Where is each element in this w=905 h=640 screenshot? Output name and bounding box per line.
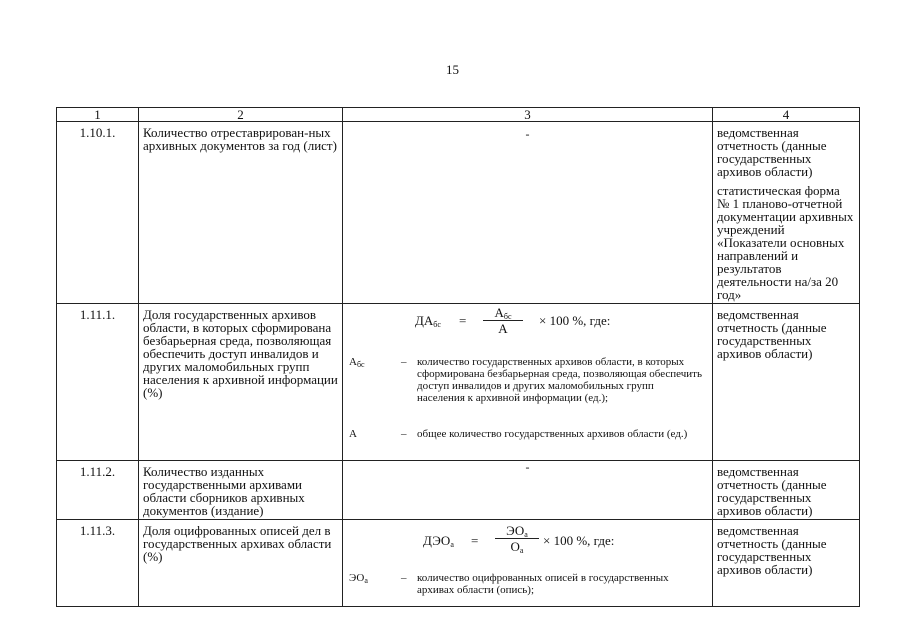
indicators-table <box>56 107 860 607</box>
table-header-row <box>57 108 860 122</box>
formula-eq: = <box>471 533 479 548</box>
indicator-name: Количество изданных государственными архивами области сборников архивных документов (издание) <box>139 461 343 520</box>
formula-eq: = <box>459 313 467 328</box>
formula-dash: - <box>525 460 530 474</box>
table-row <box>57 122 860 304</box>
indicator-source <box>713 122 860 304</box>
formula-legend <box>343 572 712 596</box>
legend-item: $ЭО_а$ – количество оцифрованных описей в государственных архивах области (опись); <box>349 572 669 596</box>
formula-right: × 100 %, где: <box>543 533 615 548</box>
formula-dash: - <box>525 127 530 141</box>
formula-fraction: $ЭО_а$ $О_а$ <box>495 524 539 553</box>
formula-fraction: $А_{бс}$ А <box>483 306 523 335</box>
source-text: ведомственная отчетность (данные государственных архивов области) <box>717 125 827 179</box>
indicator-id: 1.11.1. <box>57 304 139 461</box>
header-col-2: 2 <box>139 108 343 122</box>
indicator-id: 1.11.2. <box>57 461 139 520</box>
indicator-id: 1.11.3. <box>57 520 139 607</box>
header-col-4: 4 <box>713 108 860 122</box>
legend-item: $А_{бс}$ – количество государственных архивов области, в которых сформирована безбарьерная среда, позволяющая обеспечить доступ инвалидов и других маломобильных групп населения к архивной информации (ед.); <box>349 356 703 404</box>
formula <box>343 520 712 572</box>
header-col-1: 1 <box>57 108 139 122</box>
formula-left: $ДА_{бс}$ <box>415 313 441 329</box>
indicator-formula <box>343 122 713 304</box>
table-row <box>57 520 860 607</box>
indicator-source: ведомственная отчетность (данные государственных архивов области) <box>713 461 860 520</box>
formula-left: $ДЭО_а$ <box>423 533 454 549</box>
page-number: 15 <box>446 62 459 77</box>
formula-right: × 100 %, где: <box>539 313 611 328</box>
indicator-formula <box>343 304 713 461</box>
indicator-name: Доля государственных архивов области, в которых сформирована безбарьерная среда, позволяющая обеспечить доступ инвалидов и других маломобильных групп населения к архивной информации (%) <box>139 304 343 461</box>
indicator-source: ведомственная отчетность (данные государственных архивов области) <box>713 520 860 607</box>
indicator-name: Доля оцифрованных описей дел в государственных архивах области (%) <box>139 520 343 607</box>
formula <box>343 304 712 356</box>
table-row <box>57 304 860 461</box>
indicator-id: 1.10.1. <box>57 122 139 304</box>
formula-legend <box>343 356 712 440</box>
indicator-formula <box>343 461 713 520</box>
indicator-name: Количество отреставрирован-ных архивных документов за год (лист) <box>139 122 343 304</box>
legend-item: А – общее количество государственных архивов области (ед.) <box>349 428 688 440</box>
header-col-3: 3 <box>343 108 713 122</box>
indicator-source: ведомственная отчетность (данные государственных архивов области) <box>713 304 860 461</box>
table-row <box>57 461 860 520</box>
indicator-formula <box>343 520 713 607</box>
source-text-2: статистическая форма № 1 планово-отчетной документации архивных учреждений «Показатели основных направлений и результатов деятельности на/за 20 год» <box>717 183 854 302</box>
